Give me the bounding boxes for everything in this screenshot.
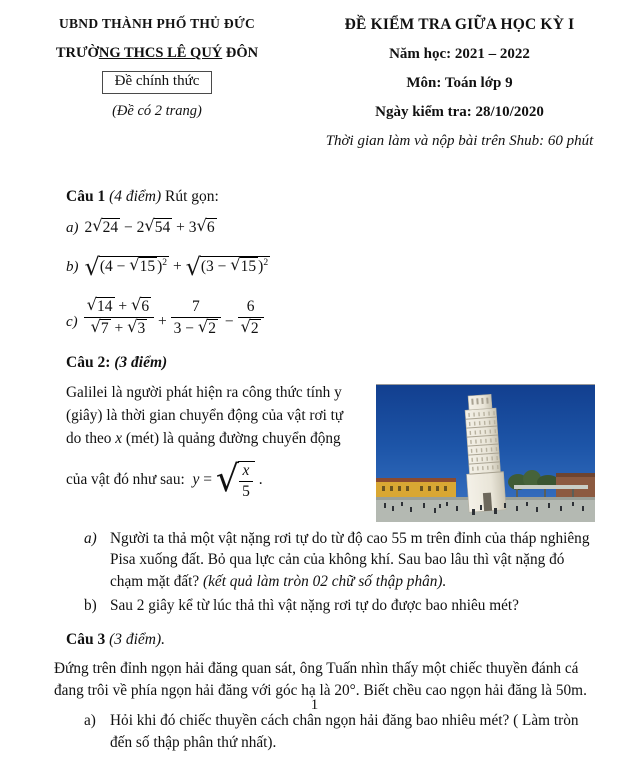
school-name: TRƯỜNG THCS LÊ QUÝ ĐÔN [55, 45, 259, 61]
organization-name: UBND THÀNH PHỐ THỦ ĐỨC [58, 16, 256, 31]
question-1c-formula: c) $\frac{√14 + √6}{√7 + √3}$ + $\frac{7}{3 - √2}$ − $\frac{6}{√2}$ [66, 297, 599, 338]
question-3-heading: Câu 3 (3 điểm). [66, 630, 166, 648]
question-1-heading: Câu 1 (4 điểm) Rút gọn: [66, 188, 219, 205]
header-left-block [16, 16, 298, 150]
question-2-heading: Câu 2: (3 điểm) [66, 353, 168, 371]
question-2-formula-line: của vật đó như sau: y = √ $\frac{x}{5}$ . [66, 457, 263, 501]
question-2-columns [66, 382, 599, 522]
header-right-block [298, 16, 621, 150]
pages-note: (Đề có 2 trang) [112, 103, 202, 119]
question-1b-formula: b) √(4 − √15 )$^2$ + √(3 − √15 )$^2$ [66, 253, 269, 281]
page-header [0, 0, 629, 150]
question-3-paragraph: Đứng trên đỉnh ngọn hải đăng quan sát, ông Tuấn nhìn thấy một chiếc thuyền đánh cá đang trôi về phía ngọn hải đăng với góc hạ là 20°. Biết chều cao ngọn hải đăng là 50m. [54, 659, 587, 700]
question-2-items [84, 528, 599, 617]
question-1a-formula: a) 2√24 − 2√54 + 3√6 [66, 216, 215, 236]
exam-type-box-wrap [16, 71, 298, 94]
exam-type-box: Đề chính thức [102, 71, 213, 94]
page-number: 1 [310, 697, 319, 713]
pisa-photo-wrap [376, 384, 595, 522]
exam-date: Ngày kiểm tra: 28/10/2020 [375, 104, 544, 120]
subject: Môn: Toán lớp 9 [406, 75, 513, 91]
pisa-tower-photo [376, 384, 595, 522]
exam-body [0, 188, 629, 754]
exam-duration: Thời gian làm và nộp bài trên Shub: 60 phút [325, 133, 594, 149]
exam-title: ĐỀ KIỂM TRA GIỮA HỌC KỲ I [344, 16, 575, 33]
question-3-item-a: a) Hỏi khi đó chiếc thuyền cách chân ngọn hải đăng bao nhiêu mét? ( Làm tròn đến số thập phân thứ nhất). [84, 712, 579, 752]
question-2-item-b: b) Sau 2 giây kể từ lúc thả thì vật nặng rơi tự do được bao nhiêu mét? [84, 596, 519, 614]
question-2-paragraph: Galilei là người phát hiện ra công thức tính y (giây) là thời gian chuyển động của vật rơi tự do theo x (mét) là quảng đường chuyển động của vật đó như sau: y = √ $\frac{x}{5}$ . [66, 382, 362, 522]
question-3-items [84, 710, 599, 753]
school-year: Năm học: 2021 – 2022 [389, 46, 530, 62]
question-2-item-a: a) Người ta thả một vật nặng rơi tự do từ độ cao 55 m trên đỉnh của tháp nghiêng Pisa xuống đất. Bỏ qua lực cản của không khí. Sau bao lâu thì vật nặng đó chạm mặt đất? (kết quả làm tròn 02 chữ số thập phân). [84, 529, 590, 591]
